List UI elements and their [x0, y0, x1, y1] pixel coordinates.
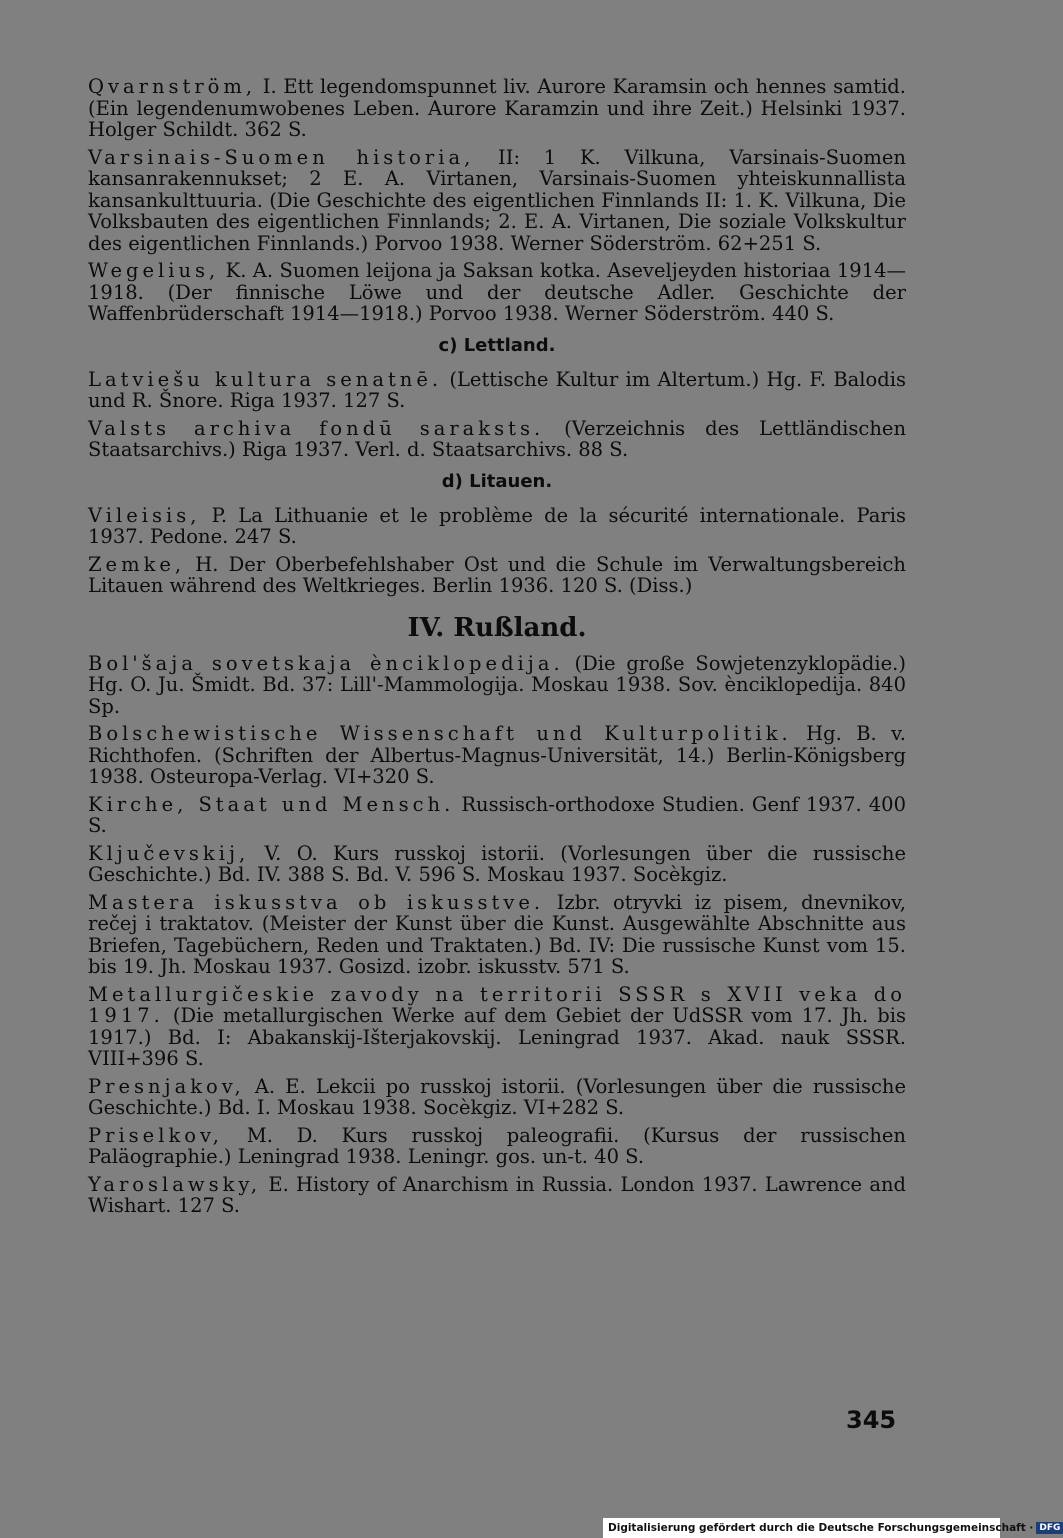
entry-author: Wegelius,: [88, 259, 220, 282]
section-heading-litauen: d) Litauen.: [441, 470, 553, 492]
entries-group-finland: [88, 76, 906, 325]
entry-author: Presnjakov,: [88, 1074, 245, 1098]
entry-author: Yaroslawsky,: [88, 1172, 262, 1196]
entries-group-russland: [88, 653, 906, 1217]
bibliography-entry: [88, 147, 906, 255]
bibliography-entry: [88, 653, 906, 718]
bibliography-entry: [88, 892, 906, 978]
entry-author: Valsts archiva fondū saraksts.: [88, 416, 545, 440]
entry-author: Bolschewistische Wissenschaft und Kulturpolitik.: [88, 722, 792, 745]
entry-text: K. A. Suomen leijona ja Saksan kotka. Aseveljeyden historiaa 1914—1918. (Der finnische Löwe und der deutsche Adler. Geschichte der Waffenbrüderschaft 1914—1918.) Porvoo 1938. Werner Söderström. 440 S.: [88, 259, 906, 325]
bibliography-entry: [88, 76, 906, 141]
digitization-footer: [603, 1518, 1061, 1538]
chapter-heading-russland: IV. Rußland.: [407, 612, 587, 643]
entry-author: Vileisis,: [88, 503, 201, 527]
page-number: 345: [846, 1406, 897, 1434]
entry-text: V. O. Kurs russkoj istorii. (Vorlesungen über die russische Geschichte.) Bd. IV. 388 S. Bd. V. 596 S. Moskau 1937. Socèkgiz.: [88, 841, 906, 886]
bibliography-entry: [88, 984, 906, 1070]
entry-text: M. D. Kurs russkoj paleografii. (Kursus der russischen Paläographie.) Leningrad 1938. Leningr. gos. un-t. 40 S.: [88, 1123, 906, 1168]
entry-text: Izbr. otryvki iz pisem, dnevnikov, rečej i traktatov. (Meister der Kunst über die Kunst. Ausgewählte Abschnitte aus Briefen, Tagebüchern, Reden und Traktaten.) Bd. IV: Die russische Kunst vom 15. bis 19. Jh. Moskau 1937. Gosizd. izobr. iskusstv. 571 S.: [88, 890, 906, 978]
bibliography-entry: [88, 505, 906, 548]
entry-text: Hg. B. v. Richthofen. (Schriften der Albertus-Magnus-Universität, 14.) Berlin-Königsberg 1938. Osteuropa-Verlag. VI+320 S.: [88, 722, 906, 788]
entry-text: Russisch-orthodoxe Studien. Genf 1937. 400 S.: [88, 792, 906, 837]
entry-author: Qvarnström,: [88, 75, 257, 98]
entry-text: H. Der Oberbefehlshaber Ost und die Schule im Verwaltungsbereich Litauen während des Weltkrieges. Berlin 1936. 120 S. (Diss.): [88, 552, 906, 597]
bibliography-entry: [88, 843, 906, 886]
entry-author: Bol'šaja sovetskaja ènciklopedija.: [88, 651, 564, 675]
entry-text: (Die große Sowjetenzyklopädie.) Hg. O. Ju. Šmidt. Bd. 37: Lill'-Mammologija. Moskau 1938. Sov. ènciklopedija. 840 Sp.: [88, 651, 906, 718]
entry-text: (Verzeichnis des Lettländischen Staatsarchivs.) Riga 1937. Verl. d. Staatsarchivs. 88 S.: [88, 416, 906, 461]
bibliography-entry: [88, 1076, 906, 1119]
bibliography-entry: [88, 723, 906, 788]
bibliography-entry: [88, 554, 906, 597]
dfg-logo: DFG: [1036, 1522, 1063, 1534]
entry-author: Mastera iskusstva ob iskusstve.: [88, 890, 545, 914]
entries-group-litauen: [88, 505, 906, 597]
entry-text: E. History of Anarchism in Russia. London 1937. Lawrence and Wishart. 127 S.: [88, 1172, 906, 1217]
entry-text: (Die metallurgischen Werke auf dem Gebiet der UdSSR vom 17. Jh. bis 1917.) Bd. I: Abakanskij-Išterjakovskij. Leningrad 1937. Akad. nauk SSSR. VIII+396 S.: [88, 1004, 906, 1070]
entries-group-lettland: [88, 369, 906, 461]
entry-author: Zemke,: [88, 552, 186, 576]
footer-text: Digitalisierung gefördert durch die Deutsche Forschungsgemeinschaft ·: [608, 1522, 1034, 1534]
entry-text: P. La Lithuanie et le problème de la sécurité internationale. Paris 1937. Pedone. 247 S.: [88, 503, 906, 548]
entry-author: Latviešu kultura senatnē.: [88, 367, 443, 391]
entry-author: Ključevskij,: [88, 841, 250, 865]
bibliography-entry: [88, 1125, 906, 1168]
bibliography-entry: [88, 369, 906, 412]
page-body: [88, 76, 906, 1223]
bibliography-entry: [88, 794, 906, 837]
entry-author: Metallurgičeskie zavody na territorii SSSR s XVII veka do 1917.: [88, 982, 906, 1027]
entry-text: A. E. Lekcii po russkoj istorii. (Vorlesungen über die russische Geschichte.) Bd. I. Moskau 1938. Socèkgiz. VI+282 S.: [88, 1074, 906, 1119]
entry-author: Varsinais-Suomen historia,: [88, 145, 475, 169]
bibliography-entry: [88, 418, 906, 461]
section-heading-lettland: c) Lettland.: [438, 334, 556, 356]
entry-text: II: 1 K. Vilkuna, Varsinais-Suomen kansanrakennukset; 2 E. A. Virtanen, Varsinais-Suomen yhteiskunnallista kansankulttuuria. (Die Geschichte des eigentlichen Finnlands II: 1. K. Vilkuna, Die Volksbauten des eigentlichen Finnlands; 2. E. A. Virtanen, Die soziale Volkskultur des eigentlichen Finnlands.) Porvoo 1938. Werner Söderström. 62+251 S.: [88, 145, 906, 255]
entry-text: I. Ett legendomspunnet liv. Aurore Karamsin och hennes samtid. (Ein legendenumwobenes Leben. Aurore Karamzin und ihre Zeit.) Helsinki 1937. Holger Schildt. 362 S.: [88, 75, 906, 141]
entry-text: (Lettische Kultur im Altertum.) Hg. F. Balodis und R. Šnore. Riga 1937. 127 S.: [88, 367, 906, 412]
bibliography-entry: [88, 260, 906, 325]
entry-author: Priselkov,: [88, 1123, 223, 1147]
entry-author: Kirche, Staat und Mensch.: [88, 792, 455, 816]
bibliography-entry: [88, 1174, 906, 1217]
